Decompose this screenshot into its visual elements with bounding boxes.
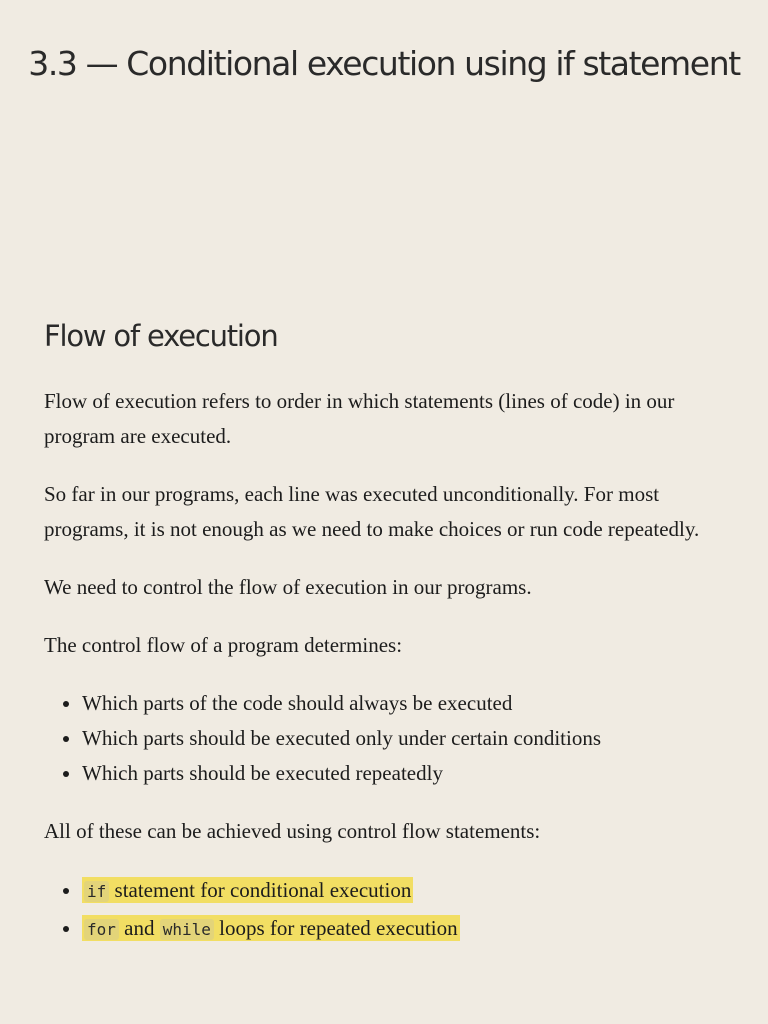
- list-item-if-statement: [82, 872, 734, 910]
- paragraph-unconditional: So far in our programs, each line was executed unconditionally. For most programs, it is not enough as we need to make choices or run code repeatedly.: [44, 482, 700, 541]
- paragraph-control-flow-determines: The control flow of a program determines:: [44, 633, 403, 657]
- list-item: • Which parts should be executed repeatedly: [82, 756, 734, 791]
- conjunction-text: and: [118, 916, 160, 940]
- if-statement-description: statement for conditional execution: [109, 878, 412, 902]
- highlighted-text: [82, 915, 460, 941]
- list-item: • Which parts should be executed only under certain conditions: [82, 721, 734, 756]
- code-for: for: [84, 919, 119, 940]
- section-title: Flow of execution: [44, 319, 278, 353]
- article-content: [44, 314, 734, 971]
- list-item: • Which parts of the code should always be executed: [82, 686, 734, 721]
- code-while: while: [160, 919, 214, 940]
- list-item-loops: [82, 910, 734, 948]
- paragraph-flow-definition: Flow of execution refers to order in which statements (lines of code) in our program are executed.: [44, 389, 675, 448]
- paragraph-control-flow-statements: All of these can be achieved using control flow statements:: [44, 819, 541, 843]
- code-if: if: [84, 881, 109, 902]
- page-title: 3.3 — Conditional execution using if statement: [28, 44, 740, 83]
- determines-list: [44, 686, 734, 791]
- statements-list: [44, 872, 734, 948]
- paragraph-control-flow-need: We need to control the flow of execution in our programs.: [44, 575, 532, 599]
- loops-description: loops for repeated execution: [213, 916, 458, 940]
- highlighted-text: [82, 877, 413, 903]
